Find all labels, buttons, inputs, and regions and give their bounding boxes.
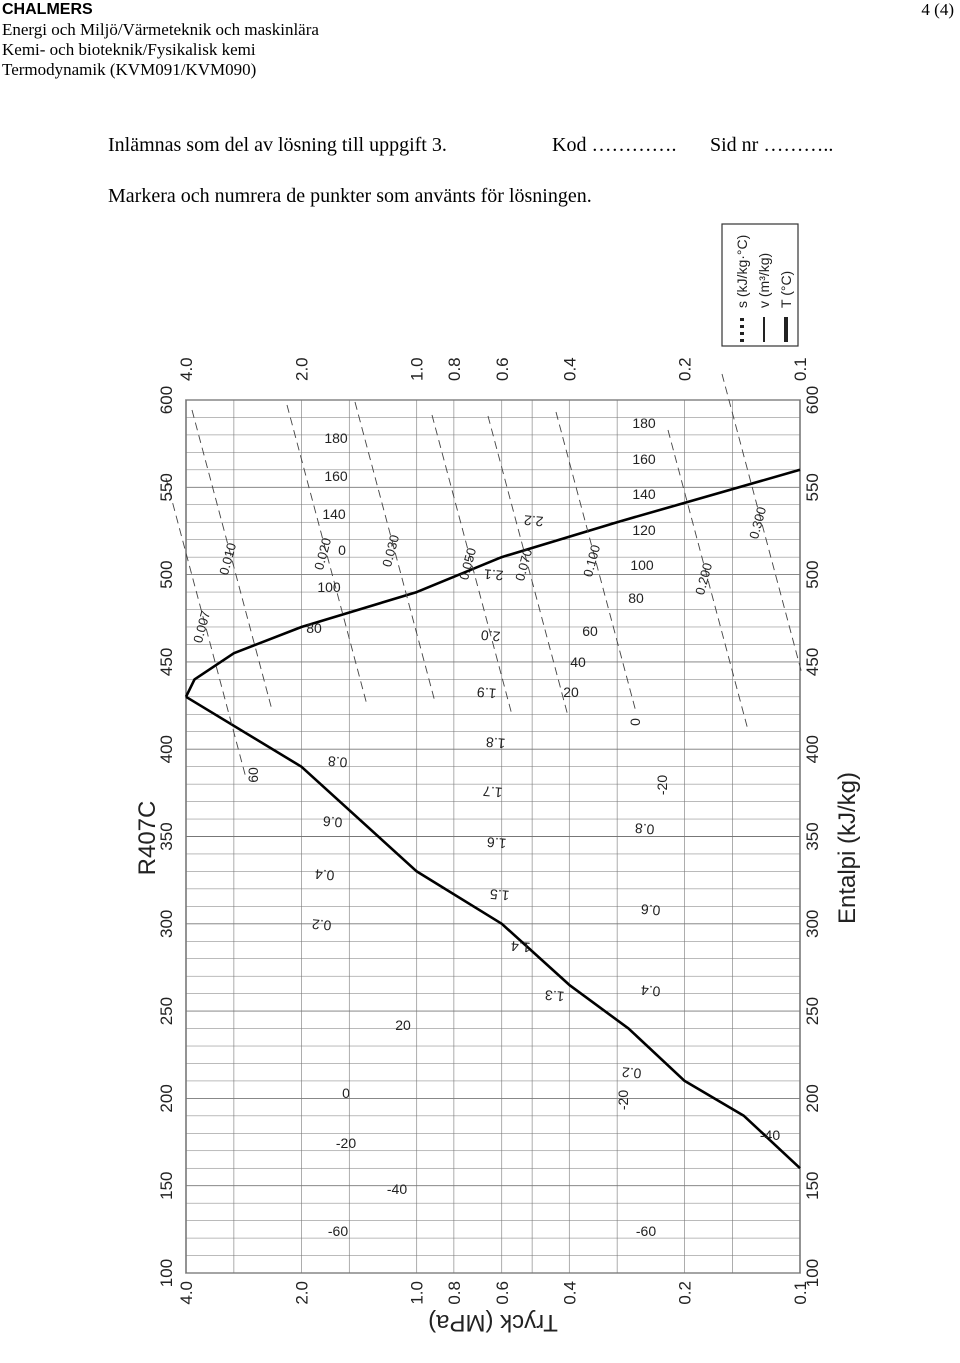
specific-volume-label: 0.020 xyxy=(311,536,335,572)
enthalpy-tick-label-right: 450 xyxy=(803,647,822,677)
chart-curves xyxy=(166,374,802,1168)
pressure-tick-label-top: 2.0 xyxy=(292,357,312,381)
legend-label: T (°C) xyxy=(778,270,794,308)
department-line-1: Energi och Miljö/Värmeteknik och maskinlära xyxy=(2,20,319,39)
pressure-tick-label-top: 0.6 xyxy=(492,357,512,381)
pressure-tick-label-bottom: 0.1 xyxy=(791,1281,810,1305)
isotherm-label: 80 xyxy=(628,590,644,606)
pressure-tick-label-bottom: 1.0 xyxy=(407,1281,427,1305)
isotherm-label: -20 xyxy=(335,1135,357,1151)
isotherm-label: 140 xyxy=(322,506,346,522)
enthalpy-tick-label-right: 200 xyxy=(803,1084,822,1113)
enthalpy-tick-label-left: 150 xyxy=(157,1171,176,1200)
pressure-tick-label-bottom: 4.0 xyxy=(177,1281,196,1305)
chart-labels xyxy=(134,415,861,1336)
legend-label: s (kJ/kg·°C) xyxy=(734,234,750,308)
enthalpy-tick-label-right: 250 xyxy=(803,996,822,1026)
quality-label: 0.2 xyxy=(311,916,332,934)
quality-label: 0.8 xyxy=(327,753,348,771)
entropy-label: 1.4 xyxy=(510,938,531,956)
enthalpy-tick-label-right: 600 xyxy=(803,385,822,415)
specific-volume-label: 0.100 xyxy=(580,543,604,579)
specific-volume-label: 0.200 xyxy=(692,561,716,597)
entropy-label: 1.5 xyxy=(489,886,510,904)
entropy-label: 2.0 xyxy=(480,627,501,645)
isotherm-label: 0 xyxy=(627,718,643,726)
enthalpy-tick-label-right: 150 xyxy=(803,1171,822,1200)
entropy-label: 1.7 xyxy=(482,783,503,801)
pressure-tick-label-bottom: 0.2 xyxy=(675,1281,695,1305)
isotherm-label: 160 xyxy=(324,468,348,484)
page-number: 4 (4) xyxy=(921,0,954,19)
specific-volume-label: 0.050 xyxy=(456,546,480,582)
enthalpy-tick-label-left: 250 xyxy=(157,996,176,1026)
pressure-tick-label-top: 0.8 xyxy=(444,357,464,381)
quality-label: 0.4 xyxy=(640,982,661,1000)
pressure-tick-label-top: 1.0 xyxy=(407,357,427,381)
marking-instruction: Markera och numrera de punkter som använts för lösningen. xyxy=(108,185,592,207)
pressure-tick-label-bottom: 0.6 xyxy=(492,1281,512,1305)
enthalpy-tick-label-left: 600 xyxy=(157,385,176,415)
enthalpy-tick-label-left: 100 xyxy=(157,1258,176,1288)
enthalpy-tick-label-left: 500 xyxy=(157,560,176,589)
entropy-label: 2.1 xyxy=(483,566,504,584)
isotherm-label: -20 xyxy=(615,1089,631,1111)
enthalpy-tick-label-left: 200 xyxy=(157,1084,176,1113)
org-name: CHALMERS xyxy=(2,1,93,18)
isotherm-label: -60 xyxy=(635,1223,657,1239)
pressure-tick-label-top: 0.4 xyxy=(560,357,580,381)
legend-label: v (m³/kg) xyxy=(756,252,772,308)
submission-instruction: Inlämnas som del av lösning till uppgift 3. xyxy=(108,134,447,156)
isotherm-label: 180 xyxy=(324,430,348,446)
pressure-tick-label-top: 0.1 xyxy=(791,357,810,381)
isotherm-label: 0 xyxy=(338,542,346,558)
enthalpy-tick-label-left: 450 xyxy=(157,647,176,677)
enthalpy-tick-label-left: 300 xyxy=(157,909,176,938)
pressure-tick-label-top: 4.0 xyxy=(177,357,196,381)
isotherm-label: 100 xyxy=(317,579,341,595)
isotherm-label: 0 xyxy=(342,1085,350,1101)
y-axis-title: Tryck (MPa) xyxy=(428,1309,558,1336)
specific-volume-label: 0.300 xyxy=(746,505,770,541)
isotherm-label: 100 xyxy=(630,557,654,573)
pressure-tick-label-bottom: 2.0 xyxy=(292,1281,312,1305)
specific-volume-label: 0.010 xyxy=(216,541,240,577)
page-number-field[interactable]: Sid nr ……….. xyxy=(710,134,834,156)
entropy-label: 1.8 xyxy=(485,734,506,752)
enthalpy-tick-label-right: 500 xyxy=(803,560,822,589)
quality-label: 0.6 xyxy=(640,901,661,919)
chart-legend xyxy=(722,224,798,346)
department-line-2: Kemi- och bioteknik/Fysikalisk kemi xyxy=(2,40,256,59)
chart-title: R407C xyxy=(134,800,161,876)
isotherm-label: 60 xyxy=(245,767,261,783)
isotherm-label: 80 xyxy=(306,620,322,636)
enthalpy-tick-label-right: 550 xyxy=(803,473,822,502)
isotherm-label: 40 xyxy=(570,654,586,670)
entropy-label: 2.2 xyxy=(523,512,544,530)
chart-ticks xyxy=(157,357,822,1304)
quality-label: 0.2 xyxy=(621,1064,642,1082)
enthalpy-tick-label-left: 350 xyxy=(157,822,176,851)
isotherm-label: 140 xyxy=(632,486,656,502)
enthalpy-tick-label-right: 400 xyxy=(803,735,822,764)
specific-volume-label: 0.070 xyxy=(512,547,536,583)
course-name: Termodynamik (KVM091/KVM090) xyxy=(2,60,257,79)
isotherm-label: -60 xyxy=(327,1223,349,1239)
isotherm-label: 20 xyxy=(563,684,579,700)
isotherm-label: 180 xyxy=(632,415,656,431)
pressure-tick-label-top: 0.2 xyxy=(675,357,695,381)
specific-volume-label: 0.007 xyxy=(190,609,214,645)
enthalpy-tick-label-right: 100 xyxy=(803,1258,822,1288)
pressure-tick-label-bottom: 0.8 xyxy=(444,1281,464,1305)
kod-field[interactable]: Kod …………. xyxy=(552,134,677,156)
isotherm-label: -40 xyxy=(386,1181,408,1197)
entropy-label: 1.3 xyxy=(544,987,565,1005)
saturated-liquid-curve xyxy=(186,697,800,1168)
enthalpy-tick-label-right: 300 xyxy=(803,909,822,938)
entropy-label: 1.9 xyxy=(476,684,497,702)
quality-label: 0.8 xyxy=(634,820,655,838)
specific-volume-label: 0.030 xyxy=(379,533,403,569)
isotherm-label: 60 xyxy=(582,623,598,639)
isotherm-label: 120 xyxy=(632,522,656,538)
x-axis-title: Entalpi (kJ/kg) xyxy=(834,771,861,925)
entropy-label: 1.6 xyxy=(486,834,507,852)
quality-label: 0.6 xyxy=(322,813,343,831)
isotherm-label: 160 xyxy=(632,451,656,467)
isotherm-label: -20 xyxy=(654,774,670,796)
enthalpy-tick-label-left: 400 xyxy=(157,735,176,764)
quality-label: 0.4 xyxy=(314,866,335,884)
isotherm-label: 20 xyxy=(395,1017,411,1033)
enthalpy-tick-label-right: 350 xyxy=(803,822,822,851)
isotherm-label: -40 xyxy=(759,1127,781,1143)
enthalpy-tick-label-left: 550 xyxy=(157,473,176,502)
pressure-tick-label-bottom: 0.4 xyxy=(560,1281,580,1305)
